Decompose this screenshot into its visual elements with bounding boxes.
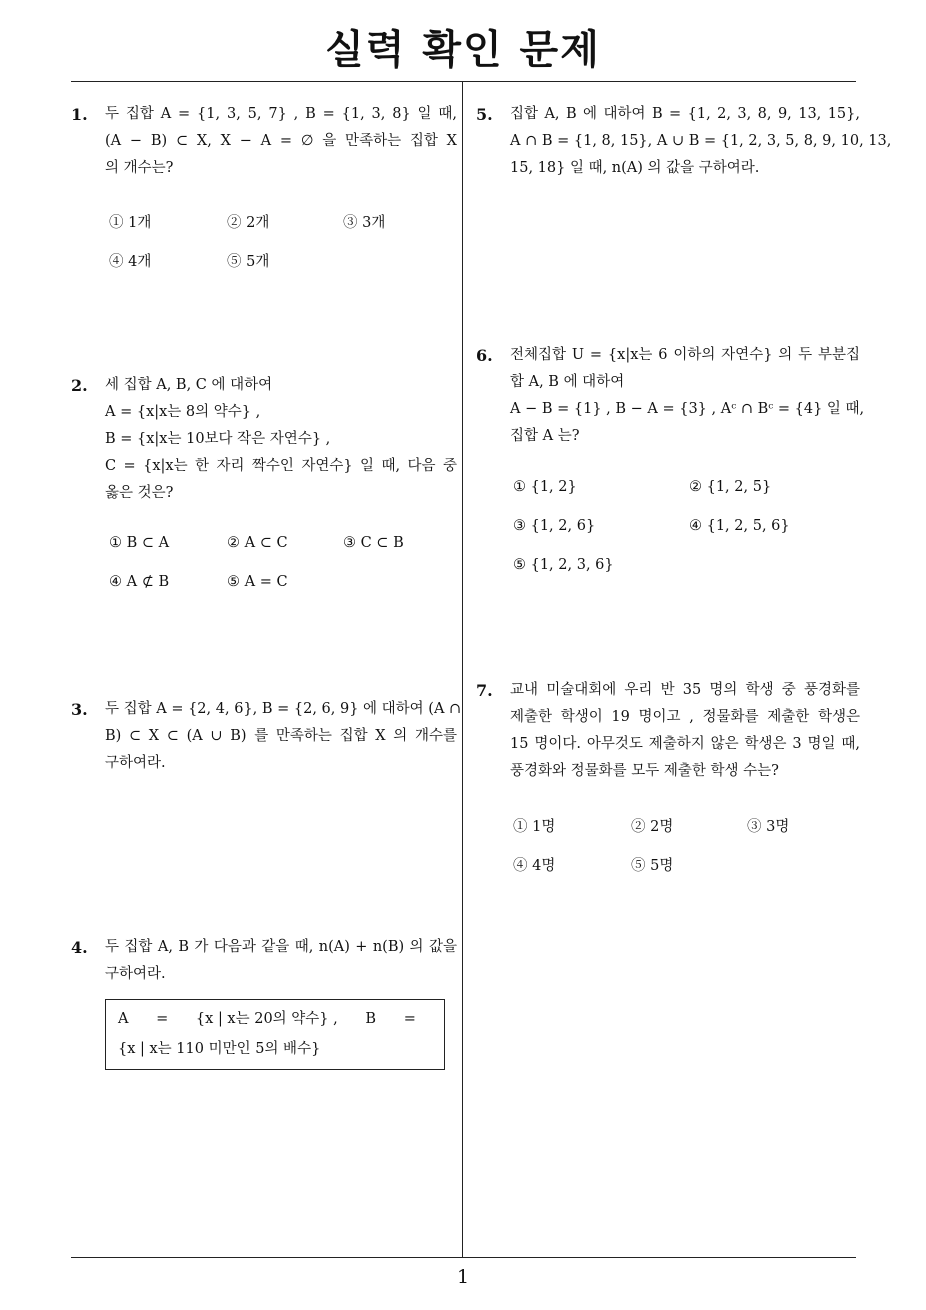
question-number: 4.	[71, 938, 88, 957]
choice-3[interactable]: ③ 3개	[343, 215, 386, 231]
question-number: 2.	[71, 376, 88, 395]
choice-5[interactable]: ⑤ 5개	[227, 254, 270, 270]
page-number: 1	[456, 1266, 470, 1288]
question-number: 6.	[476, 346, 493, 365]
question-text-line: 집합 A 는?	[510, 428, 580, 444]
question-text-line: 의 개수는?	[105, 160, 174, 176]
question-number: 3.	[71, 700, 88, 719]
question-text-line: 세 집합 A, B, C 에 대하여	[105, 377, 273, 393]
question-text-line: 풍경화와 정물화를 모두 제출한 학생 수는?	[510, 763, 779, 779]
question-text-line: 15 명이다. 아무것도 제출하지 않은 학생은 3 명일 때,	[510, 736, 860, 752]
condition-line: {x | x는 110 미만인 5의 배수}	[118, 1041, 321, 1057]
question-7	[476, 677, 860, 785]
question-number: 5.	[476, 105, 493, 124]
choice-3[interactable]: ③ 3명	[747, 819, 790, 835]
choice-4[interactable]: ④ 4명	[513, 858, 556, 874]
choice-2[interactable]: ② {1, 2, 5}	[689, 479, 772, 495]
question-6	[476, 342, 865, 450]
condition-line: A = {x | x는 20의 약수} , B =	[118, 1011, 416, 1027]
question-text-line: 합 A, B 에 대하여	[510, 374, 625, 390]
choice-2[interactable]: ② 2명	[631, 819, 674, 835]
condition-box	[105, 999, 445, 1070]
question-text-line: 집합 A, B 에 대하여 B = {1, 2, 3, 8, 9, 13, 15},	[510, 106, 860, 122]
question-text-line: 두 집합 A, B 가 다음과 같을 때, n(A) + n(B) 의 값을	[105, 939, 457, 955]
question-number: 1.	[71, 105, 88, 124]
bottom-rule	[71, 1257, 856, 1258]
question-text-line: 구하여라.	[105, 755, 166, 771]
question-text-line: A − B = {1} , B − A = {3} , Aᶜ ∩ Bᶜ = {4} 일 때,	[510, 401, 865, 417]
question-text-line: A = {x|x는 8의 약수} ,	[105, 404, 261, 420]
question-text-line: 두 집합 A = {2, 4, 6}, B = {2, 6, 9} 에 대하여 (A ∩	[105, 701, 462, 717]
question-number: 7.	[476, 681, 493, 700]
choice-2[interactable]: ② A ⊂ C	[227, 535, 288, 551]
question-text-line: 제출한 학생이 19 명이고 , 정물화를 제출한 학생은	[510, 709, 860, 725]
choice-1[interactable]: ① B ⊂ A	[109, 535, 170, 551]
choice-5[interactable]: ⑤ {1, 2, 3, 6}	[513, 557, 614, 573]
question-text-line: B) ⊂ X ⊂ (A ∪ B) 를 만족하는 집합 X 의 개수를	[105, 728, 457, 744]
question-text-line: B = {x|x는 10보다 작은 자연수} ,	[105, 431, 331, 447]
question-1	[71, 101, 457, 182]
question-text-line: 구하여라.	[105, 966, 166, 982]
choice-4[interactable]: ④ A ⊄ B	[109, 574, 170, 590]
column-divider	[462, 82, 463, 1258]
question-4	[71, 934, 457, 988]
question-text-line: (A − B) ⊂ X, X − A = ∅ 을 만족하는 집합 X	[105, 133, 457, 149]
page-title: 실력 확인 문제	[325, 27, 601, 73]
question-text-line: A ∩ B = {1, 8, 15}, A ∪ B = {1, 2, 3, 5, 8, 9, 10, 13,	[510, 133, 892, 149]
question-3	[71, 696, 462, 777]
question-text-line: 15, 18} 일 때, n(A) 의 값을 구하여라.	[510, 160, 760, 176]
choice-1[interactable]: ① 1개	[109, 215, 152, 231]
choice-4[interactable]: ④ 4개	[109, 254, 152, 270]
choice-5[interactable]: ⑤ A = C	[227, 574, 288, 590]
top-rule	[71, 81, 856, 82]
question-text-line: C = {x|x는 한 자리 짝수인 자연수} 일 때, 다음 중	[105, 458, 457, 474]
choice-1[interactable]: ① {1, 2}	[513, 479, 577, 495]
question-text-line: 옳은 것은?	[105, 485, 174, 501]
question-2	[71, 372, 457, 507]
choice-3[interactable]: ③ {1, 2, 6}	[513, 518, 596, 534]
choice-3[interactable]: ③ C ⊂ B	[343, 535, 404, 551]
choice-4[interactable]: ④ {1, 2, 5, 6}	[689, 518, 790, 534]
question-text-line: 교내 미술대회에 우리 반 35 명의 학생 중 풍경화를	[510, 682, 860, 698]
choice-2[interactable]: ② 2개	[227, 215, 270, 231]
question-text-line: 전체집합 U = {x|x는 6 이하의 자연수} 의 두 부분집	[510, 347, 860, 363]
question-text-line: 두 집합 A = {1, 3, 5, 7} , B = {1, 3, 8} 일 때,	[105, 106, 457, 122]
choice-1[interactable]: ① 1명	[513, 819, 556, 835]
question-5	[476, 101, 892, 182]
choice-5[interactable]: ⑤ 5명	[631, 858, 674, 874]
